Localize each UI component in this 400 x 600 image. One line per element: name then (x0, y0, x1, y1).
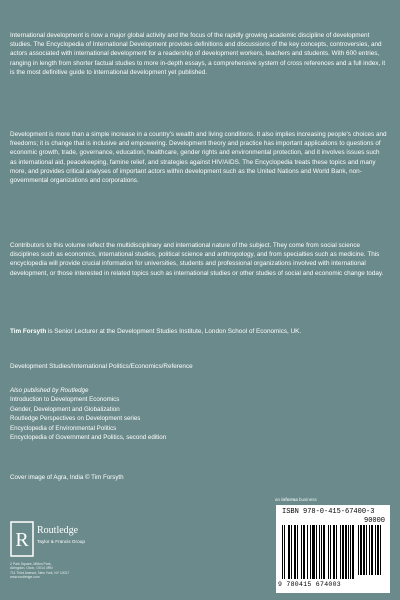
address-line: 711 Third Avenue, New York, NY 10017 (10, 570, 70, 575)
barcode-bar (352, 525, 354, 579)
barcode-bar (380, 525, 381, 575)
author-name: Tim Forsyth (10, 328, 47, 335)
barcode-bar (316, 525, 317, 579)
barcode-bar (307, 525, 308, 579)
barcode-bar (328, 525, 329, 579)
barcode-bar (312, 525, 315, 579)
barcode-bar (282, 525, 283, 579)
barcode-bar (360, 525, 362, 575)
barcode-bar (297, 525, 298, 579)
paragraph-text: Contributors to this volume reflect the multidisciplinary and international nature of the subject. They come from social science disciplines such as economics, international studies, political science and anthropology, and from specialties such as medicine. This encyclopedia will provide crucial information for universities, students and professional organizations involved with international development, or those interested in related topics such as international studies or other studies of social and economic change today. (10, 242, 384, 277)
list-item: Encyclopedia of Government and Politics, second edition (10, 434, 167, 442)
barcode-bar (330, 525, 331, 579)
barcode-bar (323, 525, 325, 579)
publisher-address (10, 562, 69, 579)
barcode-bar (371, 525, 373, 575)
barcode-bar (358, 525, 359, 575)
barcode-bar (310, 525, 311, 579)
also-published-heading: Also published by Routledge (10, 387, 89, 394)
author-bio-text: is Senior Lecturer at the Development Studies Institute, London School of Economics, UK. (46, 328, 302, 335)
barcode-bar (336, 525, 337, 579)
barcode-bar (366, 525, 367, 575)
address-line: www.routledge.com (10, 574, 40, 579)
description-paragraph-2 (10, 130, 388, 185)
barcode-bar (342, 525, 344, 579)
barcode-bar (301, 525, 302, 579)
list-item: Encyclopedia of Environmental Politics (10, 424, 117, 432)
routledge-logo-icon (10, 521, 34, 557)
barcode-bar (284, 525, 285, 579)
informa-prefix: an (275, 497, 282, 502)
publisher-group: Taylor & Francis Group (37, 539, 85, 544)
description-paragraph-1 (10, 31, 388, 77)
informa-brand: informa (281, 497, 298, 502)
ean-barcode-icon (282, 525, 354, 579)
svg-text:R: R (15, 529, 29, 551)
barcode-bar (377, 525, 379, 575)
description-paragraph-3 (10, 241, 388, 278)
barcode-bar (348, 525, 349, 579)
address-line: Abingdon, Oxon, OX14 4RN (10, 566, 53, 571)
barcode-bar (321, 525, 322, 579)
barcode-bar (294, 525, 296, 579)
barcode-bar (350, 525, 351, 579)
isbn-barcode (276, 505, 390, 593)
author-bio (10, 327, 388, 336)
list-item: Gender, Development and Globalization (10, 405, 120, 413)
barcode-bar (375, 525, 376, 575)
price-code: 90000 (364, 517, 386, 525)
subject-categories: Development Studies/International Politics/Economics/Reference (10, 363, 193, 370)
also-published-list (10, 386, 166, 442)
barcode-bar (288, 525, 290, 579)
publisher-name: Routledge (37, 525, 79, 536)
cover-credit: Cover image of Agra, India © Tim Forsyth (10, 474, 124, 481)
barcode-bar (291, 525, 292, 579)
list-item: Routledge Perspectives on Development series (10, 415, 141, 423)
paragraph-text: Development is more than a simple increase in a country's wealth and living conditions. It also implies increasing people's choices and freedoms; it is change that is inclusive and empowering. Development theory and practice has important applications to questions of economic growth, trade, governance, education, healthcare, gender rights and environmental protection, and it involves issues such as international aid, peacekeeping, famine relief, and strategies against HIV/AIDS. The Encyclopedia treats these topics and many more, and provides critical analyses of important actors within development such as the United Nations and World Bank, non-governmental organizations and corporations. (10, 131, 387, 185)
addon-barcode-icon (358, 525, 384, 575)
barcode-bar (345, 525, 347, 579)
barcode-bar (363, 525, 365, 575)
informa-suffix: business (297, 497, 317, 502)
barcode-bar (340, 525, 341, 579)
paragraph-text: International development is now a major global activity and the focus of the rapidly growing academic discipline of development studies. The Encyclopedia of International Development provides definitions and discussions of the key concepts, controversies, and actors associated with international development for a readership of development workers, teachers and students. With 600 entries, ranging in length from shorter factual studies to more in-depth essays, a comprehensive system of cross references and a full index, it is the most definitive guide to international development yet published. (10, 32, 386, 76)
barcode-bar (319, 525, 320, 579)
list-item: Introduction to Development Economics (10, 396, 120, 404)
isbn-label: ISBN 978-0-415-67400-3 (282, 508, 375, 516)
barcode-bar (333, 525, 335, 579)
publisher-logo (10, 521, 140, 591)
barcode-bar (303, 525, 305, 579)
informa-tagline (275, 497, 317, 502)
address-line: 2 Park Square, Milton Park, (10, 562, 52, 566)
barcode-bar (369, 525, 370, 575)
ean-digits: 9 780415 674003 (278, 581, 342, 588)
